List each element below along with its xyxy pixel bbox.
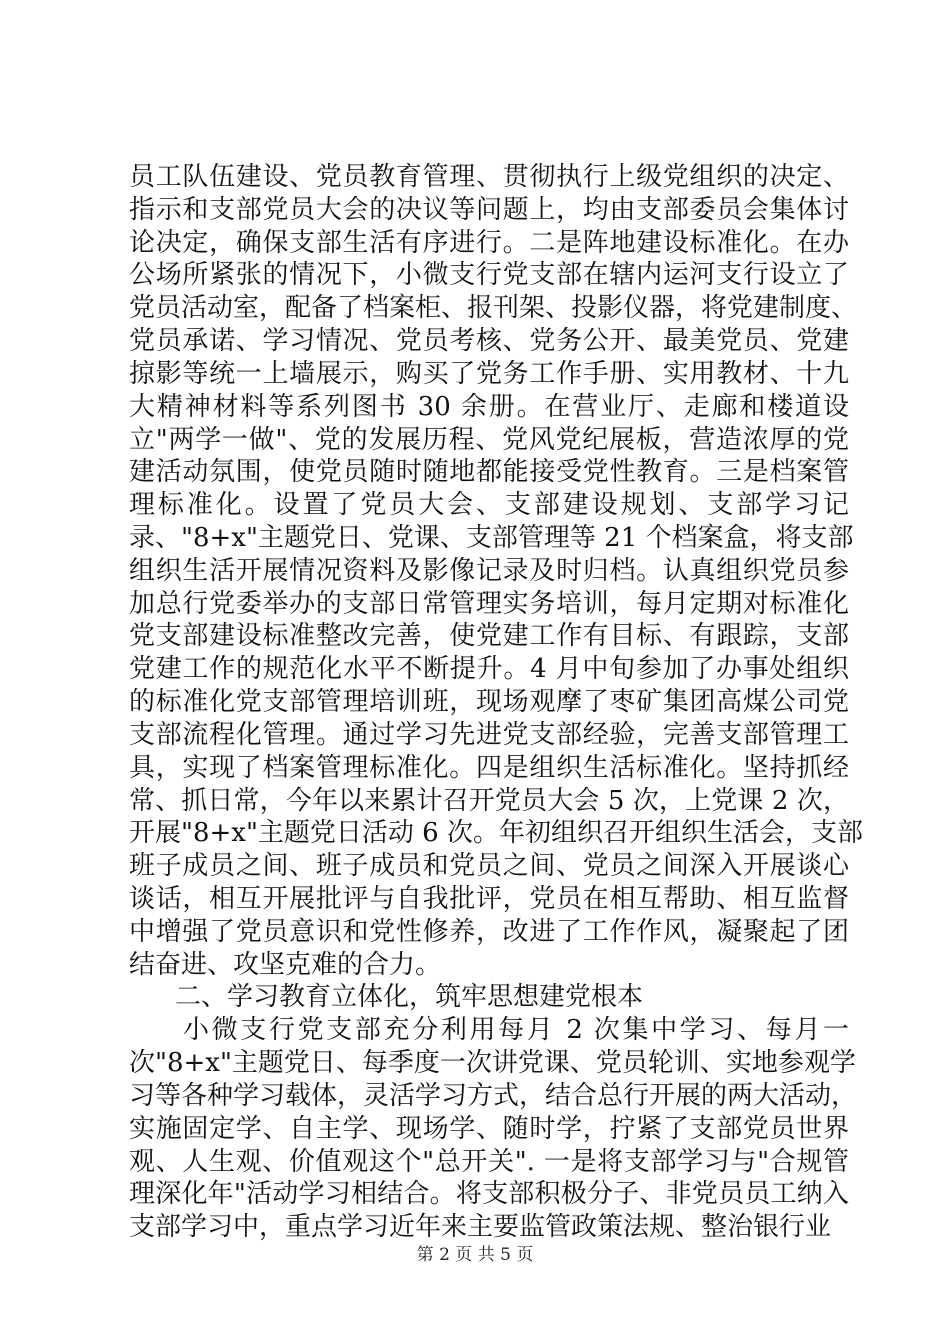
text-line: 组织生活开展情况资料及影像记录及时归档。认真组织党员参	[129, 555, 849, 586]
text-line: 小微支行党支部充分利用每月 2 次集中学习、每月一	[183, 1015, 849, 1046]
text-line: 加总行党委举办的支部日常管理实务培训，每月定期对标准化	[129, 588, 849, 619]
text-line: 习等各种学习载体，灵活学习方式，结合总行开展的两大活动，	[129, 1080, 858, 1111]
text-line: 理深化年"活动学习相结合。将支部积极分子、非党员员工纳入	[129, 1179, 849, 1210]
text-line: 的标准化党支部管理培训班，现场观摩了枣矿集团高煤公司党	[129, 687, 849, 718]
text-line: 理标准化。设置了党员大会、支部建设规划、支部学习记	[129, 490, 849, 521]
text-line: 开展"8+x"主题党日活动 6 次。年初组织召开组织生活会，支部	[129, 818, 863, 849]
text-line: 党支部建设标准整改完善，使党建工作有目标、有跟踪，支部	[129, 621, 849, 652]
text-line: 常、抓日常，今年以来累计召开党员大会 5 次，上党课 2 次，	[129, 785, 849, 816]
text-line: 掠影等统一上墙展示，购买了党务工作手册、实用教材、十九	[129, 358, 849, 389]
text-line: 中增强了党员意识和党性修养，改进了工作作风，凝聚起了团	[129, 916, 849, 947]
text-line: 立"两学一做"、党的发展历程、党风党纪展板，营造浓厚的党	[129, 424, 849, 455]
text-line: 公场所紧张的情况下，小微支行党支部在辖内运河支行设立了	[129, 260, 849, 291]
page-number-footer: 第 2 页 共 5 页	[416, 1245, 534, 1265]
section-heading: 二、学习教育立体化，筑牢思想建党根本	[175, 982, 644, 1013]
text-line: 支部流程化管理。通过学习先进党支部经验，完善支部管理工	[129, 719, 849, 750]
text-line: 观、人生观、价值观这个"总开关". 一是将支部学习与"合规管	[129, 1146, 849, 1177]
text-line: 录、"8+x"主题党日、党课、支部管理等 21 个档案盒，将支部	[129, 523, 854, 553]
text-line: 结奋进、攻坚克难的合力。	[129, 949, 442, 980]
text-line: 员工队伍建设、党员教育管理、贯彻执行上级党组织的决定、	[129, 162, 849, 192]
text-line: 大精神材料等系列图书 30 余册。在营业厅、走廊和楼道设	[129, 391, 849, 422]
text-line: 具，实现了档案管理标准化。四是组织生活标准化。坚持抓经	[129, 752, 849, 783]
text-line: 实施固定学、自主学、现场学、随时学，拧紧了支部党员世界	[129, 1113, 849, 1144]
text-line: 党员承诺、学习情况、党员考核、党务公开、最美党员、党建	[129, 326, 849, 357]
text-line: 论决定，确保支部生活有序进行。二是阵地建设标准化。在办	[129, 227, 849, 258]
text-line: 指示和支部党员大会的决议等问题上，均由支部委员会集体讨	[129, 194, 849, 225]
text-line: 党员活动室，配备了档案柜、报刊架、投影仪器，将党建制度、	[129, 293, 858, 324]
text-line: 党建工作的规范化水平不断提升。4 月中旬参加了办事处组织	[129, 654, 849, 685]
text-line: 支部学习中，重点学习近年来主要监管政策法规、整治银行业	[129, 1212, 832, 1243]
text-line: 次"8+x"主题党日、每季度一次讲党课、党员轮训、实地参观学	[129, 1048, 856, 1079]
text-line: 班子成员之间、班子成员和党员之间、党员之间深入开展谈心	[129, 851, 849, 882]
text-line: 建活动氛围，使党员随时随地都能接受党性教育。三是档案管	[129, 457, 849, 488]
text-line: 谈话，相互开展批评与自我批评，党员在相互帮助、相互监督	[129, 884, 849, 914]
